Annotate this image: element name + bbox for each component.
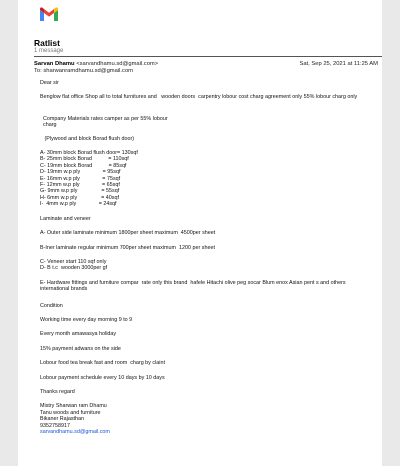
sender-name: Sarvan Dhamu	[34, 61, 75, 67]
recipient-line: To: sharwanramdhamu.sd@gmail.com	[34, 68, 133, 74]
body-paragraph: Benglow flat office Shop all to total furnitures and wooden doors carpentry lobour cost charg agreement only 55% lobour charg only	[40, 94, 358, 101]
message-date: Sat, Sep 25, 2021 at 11:25 AM	[299, 61, 378, 67]
body-paragraph: 15% payment adwans on the side	[40, 345, 121, 352]
body-paragraph: Dear sir	[40, 80, 59, 86]
email-print-page	[18, 0, 382, 466]
body-paragraph: A- 30mm block Borad flush door= 130sqf B- 25mm block Borad = 110sqf C- 19mm block Borad = 85sqf D- 19mm w.p ply = 95sqf E- 16mm w.p ply = 75sqf F- 12mm w.p ply = 65sqf G- 9mm w.p ply = 55sqf H- 6mm w.p ply = 40sqf I- 4mm w.p ply = 24sqf	[40, 150, 138, 208]
body-paragraph: Company Materials rates camper as per 55% lobour charg	[43, 115, 168, 129]
body-paragraph: B-Iner laminate regular minimum 700per sheet maximum 1200 per sheet	[40, 244, 215, 251]
body-paragraph: Lobour payment schedule every 10 days by 10 days	[40, 374, 165, 381]
body-paragraph: Working time every day morning 9 to 9	[40, 316, 133, 323]
body-paragraph: A- Outer side laminate minimum 1800per sheet maximum 4500per sheet	[40, 230, 216, 237]
email-subject: Ratlist	[34, 38, 60, 48]
body-paragraph: Condition	[40, 302, 63, 309]
signature-email-link[interactable]: sarvandhamu.sd@gmail.com	[40, 429, 110, 435]
body-paragraph: Mistry Sharwan ram Dhamu Tanu woods and furniture Bikaner Rajasthan 9352758917	[40, 403, 107, 429]
gmail-logo-icon	[39, 7, 59, 22]
message-count: 1 message	[34, 48, 64, 54]
header-divider	[34, 56, 382, 57]
body-paragraph: E- Hardware fittings and furniture compar rate only this brand hafele Hitachi olive peg socar Blum enox Asian pent s and others international brands	[40, 279, 348, 293]
body-paragraph: Thanks regard	[40, 388, 75, 395]
body-paragraph: C- Veneer start 110 sqf only D- B t.c wooden 3000per gf	[40, 258, 108, 272]
body-paragraph: (Plywood and block Borad flush door)	[40, 135, 135, 142]
sender-email: <sarvandhamu.sd@gmail.com>	[76, 61, 159, 67]
body-paragraph: Lobour food tea break fast and room charg by claint	[40, 360, 165, 367]
body-paragraph: Laminate and veneer	[40, 215, 91, 222]
body-paragraph: Every month amawasya holiday	[40, 331, 117, 338]
email-body	[40, 80, 374, 435]
